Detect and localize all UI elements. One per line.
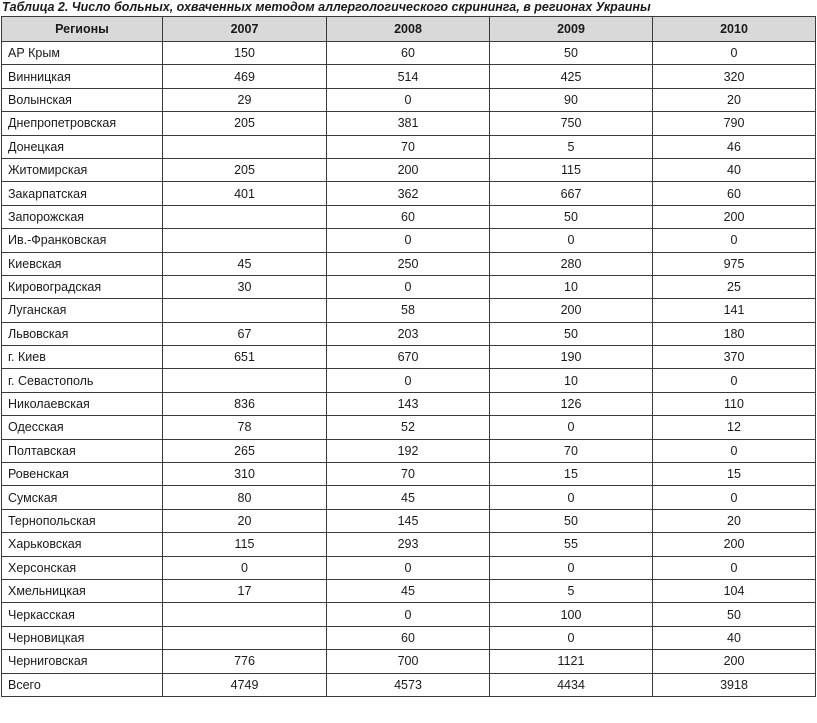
value-cell: 40 xyxy=(653,158,816,181)
region-cell: Одесская xyxy=(2,416,163,439)
table-row xyxy=(2,416,816,439)
table-row xyxy=(2,650,816,673)
table-row xyxy=(2,626,816,649)
value-cell: 200 xyxy=(653,533,816,556)
region-cell: Ровенская xyxy=(2,463,163,486)
value-cell: 29 xyxy=(163,88,327,111)
value-cell: 0 xyxy=(653,42,816,65)
table-row xyxy=(2,112,816,135)
value-cell: 15 xyxy=(490,463,653,486)
region-cell: Киевская xyxy=(2,252,163,275)
value-cell: 4434 xyxy=(490,673,653,696)
table-row xyxy=(2,509,816,532)
region-cell: Кировоградская xyxy=(2,275,163,298)
value-cell: 180 xyxy=(653,322,816,345)
table-row xyxy=(2,205,816,228)
region-cell: Черкасская xyxy=(2,603,163,626)
table-row xyxy=(2,42,816,65)
value-cell: 975 xyxy=(653,252,816,275)
value-cell: 30 xyxy=(163,275,327,298)
value-cell: 141 xyxy=(653,299,816,322)
region-cell: АР Крым xyxy=(2,42,163,65)
value-cell: 100 xyxy=(490,603,653,626)
region-cell: Львовская xyxy=(2,322,163,345)
value-cell: 4573 xyxy=(327,673,490,696)
value-cell: 70 xyxy=(327,135,490,158)
table-row xyxy=(2,322,816,345)
value-cell xyxy=(163,626,327,649)
value-cell xyxy=(163,299,327,322)
value-cell: 150 xyxy=(163,42,327,65)
table-header xyxy=(2,17,816,42)
value-cell: 78 xyxy=(163,416,327,439)
value-cell: 12 xyxy=(653,416,816,439)
region-cell: Всего xyxy=(2,673,163,696)
table-row xyxy=(2,158,816,181)
region-cell: Винницкая xyxy=(2,65,163,88)
value-cell: 425 xyxy=(490,65,653,88)
value-cell: 0 xyxy=(327,275,490,298)
header-2008: 2008 xyxy=(327,17,490,42)
value-cell: 90 xyxy=(490,88,653,111)
value-cell: 46 xyxy=(653,135,816,158)
value-cell: 0 xyxy=(327,603,490,626)
value-cell: 50 xyxy=(653,603,816,626)
value-cell: 45 xyxy=(327,486,490,509)
header-2010: 2010 xyxy=(653,17,816,42)
value-cell: 362 xyxy=(327,182,490,205)
value-cell: 0 xyxy=(163,556,327,579)
region-cell: Николаевская xyxy=(2,392,163,415)
value-cell: 401 xyxy=(163,182,327,205)
value-cell xyxy=(163,603,327,626)
table-row xyxy=(2,182,816,205)
value-cell: 0 xyxy=(653,486,816,509)
value-cell: 10 xyxy=(490,369,653,392)
region-cell: Запорожская xyxy=(2,205,163,228)
value-cell: 651 xyxy=(163,346,327,369)
value-cell xyxy=(163,369,327,392)
value-cell: 320 xyxy=(653,65,816,88)
value-cell: 104 xyxy=(653,579,816,602)
value-cell: 50 xyxy=(490,205,653,228)
value-cell: 5 xyxy=(490,135,653,158)
table-row xyxy=(2,556,816,579)
region-cell: Сумская xyxy=(2,486,163,509)
value-cell: 0 xyxy=(490,626,653,649)
header-regions: Регионы xyxy=(2,17,163,42)
value-cell: 67 xyxy=(163,322,327,345)
value-cell: 514 xyxy=(327,65,490,88)
value-cell: 40 xyxy=(653,626,816,649)
value-cell: 50 xyxy=(490,42,653,65)
value-cell: 20 xyxy=(653,509,816,532)
value-cell: 750 xyxy=(490,112,653,135)
value-cell: 0 xyxy=(327,369,490,392)
value-cell: 25 xyxy=(653,275,816,298)
region-cell: Днепропетровская xyxy=(2,112,163,135)
region-cell: Хмельницкая xyxy=(2,579,163,602)
value-cell: 0 xyxy=(653,369,816,392)
value-cell: 0 xyxy=(653,556,816,579)
value-cell: 50 xyxy=(490,509,653,532)
value-cell: 0 xyxy=(653,439,816,462)
value-cell: 776 xyxy=(163,650,327,673)
table-caption: Таблица 2. Число больных, охваченных методом аллергологического скрининга, в регионах Украины xyxy=(2,0,651,14)
value-cell: 58 xyxy=(327,299,490,322)
region-cell: Херсонская xyxy=(2,556,163,579)
table-row xyxy=(2,463,816,486)
value-cell: 293 xyxy=(327,533,490,556)
value-cell: 45 xyxy=(327,579,490,602)
value-cell: 836 xyxy=(163,392,327,415)
value-cell: 70 xyxy=(327,463,490,486)
value-cell: 3918 xyxy=(653,673,816,696)
value-cell: 60 xyxy=(327,42,490,65)
value-cell: 17 xyxy=(163,579,327,602)
table-row xyxy=(2,299,816,322)
table-row xyxy=(2,88,816,111)
table-row xyxy=(2,275,816,298)
table-row xyxy=(2,369,816,392)
value-cell: 280 xyxy=(490,252,653,275)
value-cell: 143 xyxy=(327,392,490,415)
value-cell: 265 xyxy=(163,439,327,462)
value-cell: 469 xyxy=(163,65,327,88)
header-2007: 2007 xyxy=(163,17,327,42)
region-cell: Черновицкая xyxy=(2,626,163,649)
region-cell: Ив.-Франковская xyxy=(2,229,163,252)
header-2009: 2009 xyxy=(490,17,653,42)
value-cell: 310 xyxy=(163,463,327,486)
value-cell: 5 xyxy=(490,579,653,602)
table-body xyxy=(2,42,816,697)
value-cell: 381 xyxy=(327,112,490,135)
table-row xyxy=(2,229,816,252)
region-cell: Черниговская xyxy=(2,650,163,673)
region-cell: Тернопольская xyxy=(2,509,163,532)
region-cell: г. Севастополь xyxy=(2,369,163,392)
value-cell: 55 xyxy=(490,533,653,556)
value-cell: 190 xyxy=(490,346,653,369)
table-row xyxy=(2,533,816,556)
value-cell: 250 xyxy=(327,252,490,275)
table-row xyxy=(2,439,816,462)
screening-table xyxy=(1,16,816,697)
table-row xyxy=(2,392,816,415)
table-row xyxy=(2,252,816,275)
value-cell: 110 xyxy=(653,392,816,415)
region-cell: Полтавская xyxy=(2,439,163,462)
value-cell: 115 xyxy=(490,158,653,181)
value-cell: 52 xyxy=(327,416,490,439)
value-cell: 1121 xyxy=(490,650,653,673)
value-cell: 0 xyxy=(490,486,653,509)
value-cell: 203 xyxy=(327,322,490,345)
value-cell: 790 xyxy=(653,112,816,135)
value-cell: 200 xyxy=(653,205,816,228)
value-cell: 60 xyxy=(653,182,816,205)
table-row xyxy=(2,65,816,88)
region-cell: Волынская xyxy=(2,88,163,111)
value-cell: 0 xyxy=(327,556,490,579)
value-cell: 50 xyxy=(490,322,653,345)
value-cell: 0 xyxy=(490,229,653,252)
value-cell: 667 xyxy=(490,182,653,205)
table-row xyxy=(2,486,816,509)
table-row xyxy=(2,135,816,158)
header-row xyxy=(2,17,816,42)
value-cell: 700 xyxy=(327,650,490,673)
value-cell: 0 xyxy=(490,556,653,579)
value-cell: 4749 xyxy=(163,673,327,696)
region-cell: Луганская xyxy=(2,299,163,322)
table-row xyxy=(2,346,816,369)
value-cell: 0 xyxy=(653,229,816,252)
region-cell: Донецкая xyxy=(2,135,163,158)
value-cell: 10 xyxy=(490,275,653,298)
value-cell: 126 xyxy=(490,392,653,415)
value-cell: 192 xyxy=(327,439,490,462)
region-cell: Харьковская xyxy=(2,533,163,556)
value-cell: 80 xyxy=(163,486,327,509)
value-cell: 20 xyxy=(653,88,816,111)
value-cell: 0 xyxy=(327,88,490,111)
value-cell: 370 xyxy=(653,346,816,369)
value-cell: 115 xyxy=(163,533,327,556)
value-cell: 0 xyxy=(327,229,490,252)
value-cell: 205 xyxy=(163,112,327,135)
value-cell: 70 xyxy=(490,439,653,462)
value-cell xyxy=(163,135,327,158)
value-cell: 0 xyxy=(490,416,653,439)
value-cell: 20 xyxy=(163,509,327,532)
region-cell: Житомирская xyxy=(2,158,163,181)
total-row xyxy=(2,673,816,696)
value-cell: 200 xyxy=(653,650,816,673)
value-cell xyxy=(163,229,327,252)
value-cell: 145 xyxy=(327,509,490,532)
region-cell: г. Киев xyxy=(2,346,163,369)
table-row xyxy=(2,579,816,602)
value-cell: 670 xyxy=(327,346,490,369)
value-cell xyxy=(163,205,327,228)
table-row xyxy=(2,603,816,626)
region-cell: Закарпатская xyxy=(2,182,163,205)
value-cell: 200 xyxy=(490,299,653,322)
value-cell: 60 xyxy=(327,626,490,649)
value-cell: 200 xyxy=(327,158,490,181)
value-cell: 45 xyxy=(163,252,327,275)
value-cell: 15 xyxy=(653,463,816,486)
value-cell: 60 xyxy=(327,205,490,228)
value-cell: 205 xyxy=(163,158,327,181)
